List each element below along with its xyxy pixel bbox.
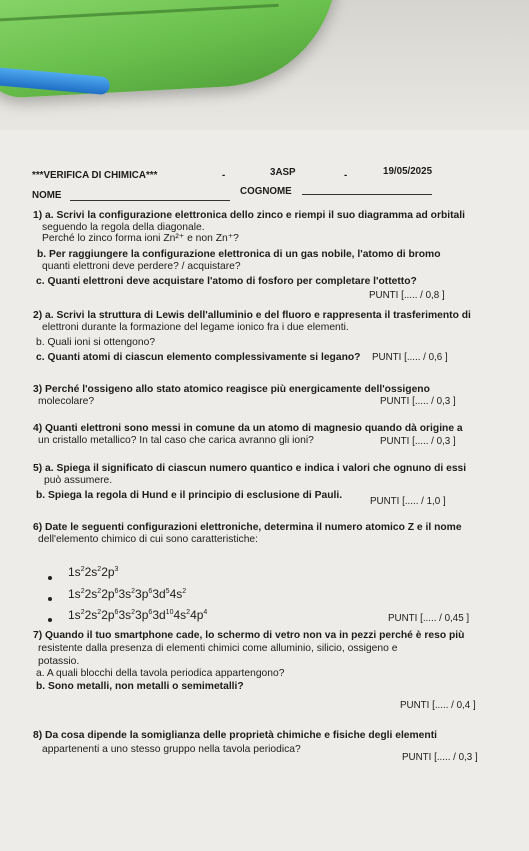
- question-line: un cristallo metallico? In tal caso che carica avranno gli ioni?: [38, 435, 314, 446]
- question-line: b. Quali ioni si ottengono?: [36, 337, 156, 348]
- name-label: NOME: [32, 190, 62, 201]
- question-line: b. Spiega la regola di Hund e il principio di esclusione di Pauli.: [36, 490, 343, 501]
- electron-configuration: $1s^22s^22p^3$: [68, 565, 119, 579]
- question-line: resistente dalla presenza di elementi chimici come alluminio, silicio, ossigeno e: [38, 643, 398, 654]
- bullet: [48, 597, 52, 601]
- question-line: 3) Perché l'ossigeno allo stato atomico reagisce più energicamente dell'ossigeno: [33, 384, 430, 395]
- points-box: PUNTI [..... / 0,6 ]: [372, 352, 448, 363]
- header-dash: -: [344, 170, 348, 181]
- header-dash: -: [222, 170, 226, 181]
- question-line: c. Quanti elettroni deve acquistare l'atomo di fosforo per completare l'ottetto?: [36, 276, 417, 287]
- points-box: PUNTI [..... / 0,3 ]: [380, 436, 456, 447]
- question-line: elettroni durante la formazione del legame ionico fra i due elementi.: [42, 322, 349, 333]
- question-line: 1) a. Scrivi la configurazione elettronica dello zinco e riempi il suo diagramma ad orbitali: [33, 210, 466, 221]
- points-box: PUNTI [..... / 0,4 ]: [400, 700, 476, 711]
- question-line: c. Quanti atomi di ciascun elemento complessivamente si legano?: [36, 352, 361, 363]
- electron-configuration: $1s^22s^22p^63s^23p^63d^{10}4s^24p^4$: [68, 608, 208, 622]
- question-line: 6) Date le seguenti configurazioni elettroniche, determina il numero atomico Z e il nome: [33, 522, 462, 533]
- points-box: PUNTI [..... / 1,0 ]: [370, 496, 446, 507]
- question-line: 5) a. Spiega il significato di ciascun numero quantico e indica i valori che ognuno di essi: [33, 463, 467, 474]
- surname-label: COGNOME: [240, 186, 292, 197]
- surname-field[interactable]: [302, 194, 432, 195]
- question-line: può assumere.: [44, 475, 113, 486]
- question-line: 7) Quando il tuo smartphone cade, lo schermo di vetro non va in pezzi perché è reso più: [33, 630, 465, 641]
- points-box: PUNTI [..... / 0,3 ]: [380, 396, 456, 407]
- folder-edge: [0, 4, 279, 23]
- name-field[interactable]: [70, 200, 230, 201]
- question-line: potassio.: [38, 656, 80, 667]
- exam-title: ***VERIFICA DI CHIMICA***: [32, 170, 158, 181]
- question-line: appartenenti a uno stesso gruppo nella tavola periodica?: [42, 744, 301, 755]
- electron-configuration: $1s^22s^22p^63s^23p^63d^54s^2$: [68, 587, 187, 601]
- question-line: 2) a. Scrivi la struttura di Lewis dell'alluminio e del fluoro e rappresenta il trasferimento di: [33, 310, 471, 321]
- exam-date: 19/05/2025: [383, 166, 433, 177]
- points-box: PUNTI [..... / 0,3 ]: [402, 752, 478, 763]
- points-box: PUNTI [..... / 0,45 ]: [388, 613, 470, 624]
- question-line: dell'elemento chimico di cui sono caratteristiche:: [38, 534, 259, 545]
- points-box: PUNTI [..... / 0,8 ]: [369, 290, 445, 301]
- bullet: [48, 576, 52, 580]
- question-line: b. Sono metalli, non metalli o semimetalli?: [36, 681, 244, 692]
- question-line: b. Per raggiungere la configurazione elettronica di un gas nobile, l'atomo di bromo: [37, 249, 441, 260]
- question-line: molecolare?: [38, 396, 95, 407]
- question-line: seguendo la regola della diagonale.: [42, 222, 205, 233]
- question-line: 8) Da cosa dipende la somiglianza delle proprietà chimiche e fisiche degli elementi: [33, 730, 437, 741]
- question-line: quanti elettroni deve perdere? / acquistare?: [42, 261, 241, 272]
- question-line: 4) Quanti elettroni sono messi in comune da un atomo di magnesio quando dà origine a: [33, 423, 463, 434]
- class-label: 3ASP: [270, 167, 296, 178]
- question-line: Perché lo zinco forma ioni Zn²⁺ e non Zn⁺?: [42, 233, 239, 244]
- folder-background: [0, 0, 529, 130]
- question-line: a. A quali blocchi della tavola periodica appartengono?: [36, 668, 285, 679]
- bullet: [48, 618, 52, 622]
